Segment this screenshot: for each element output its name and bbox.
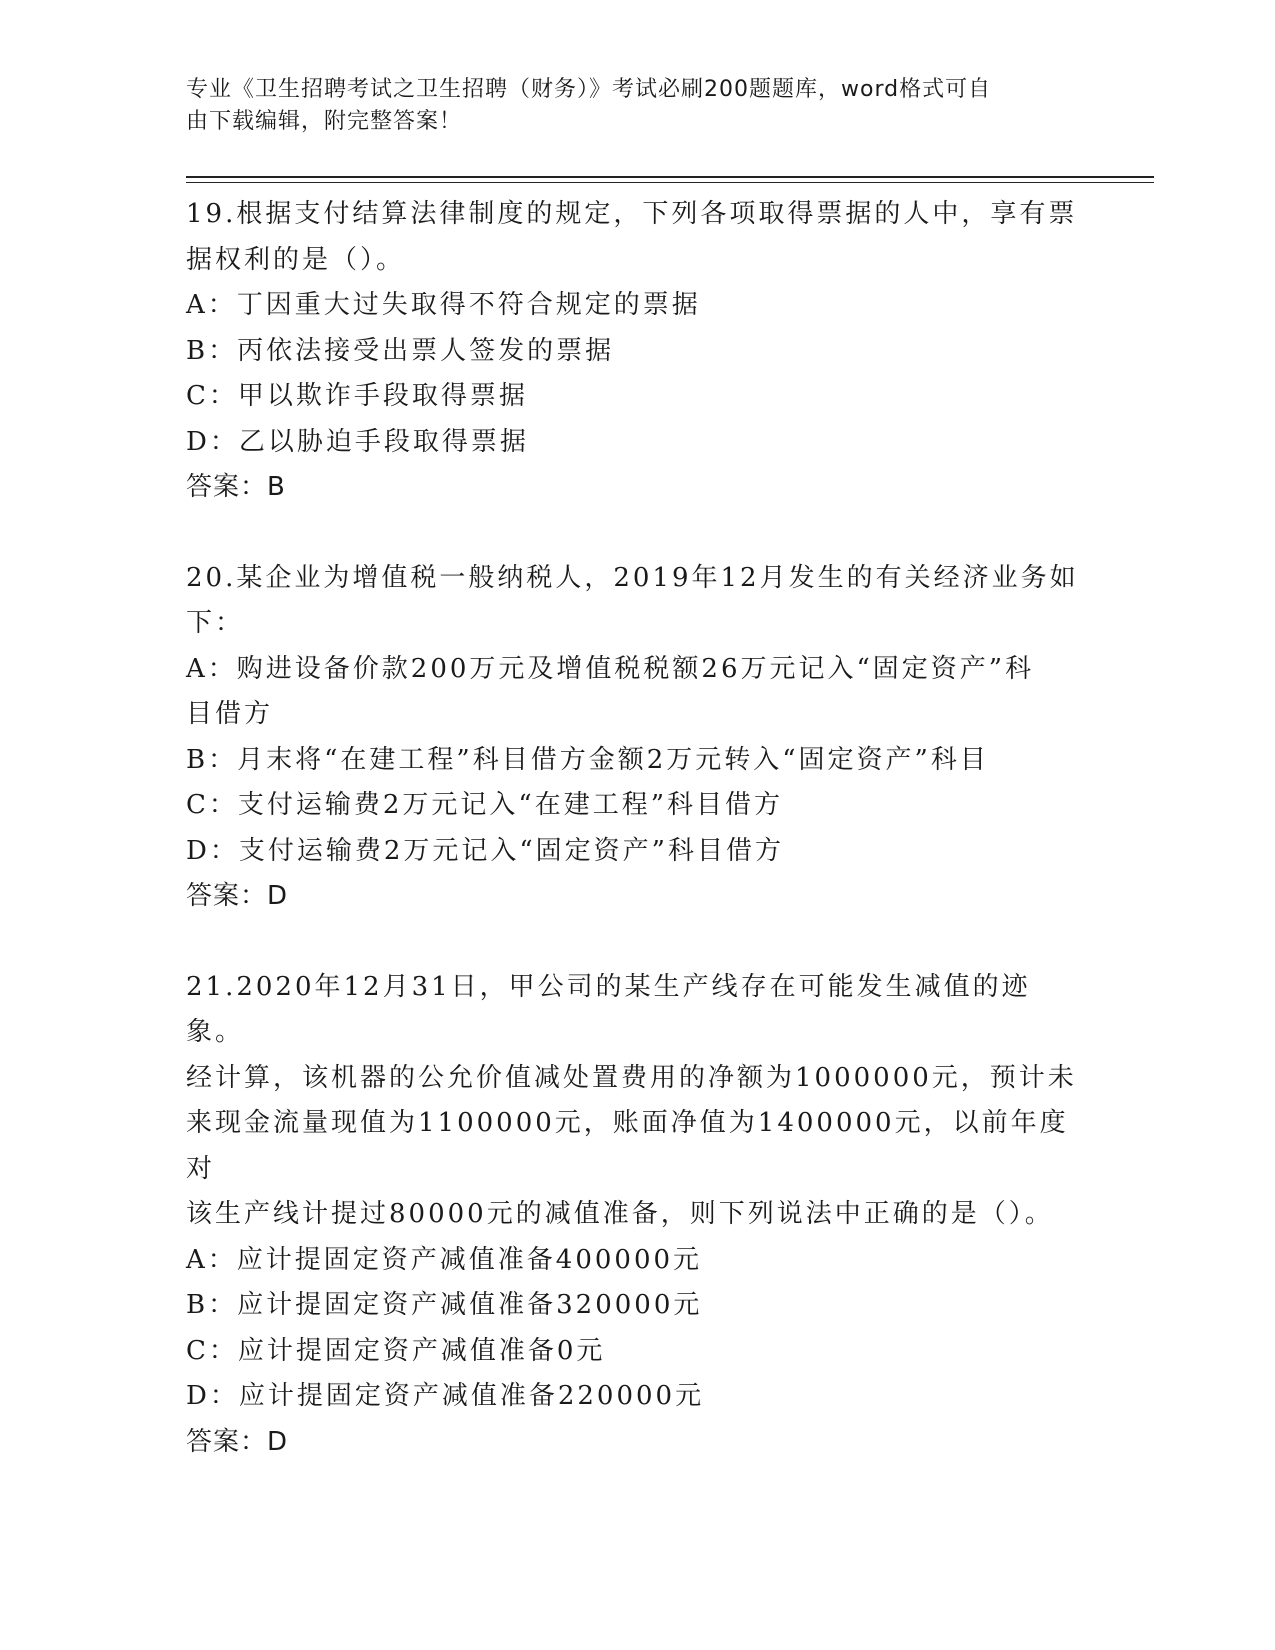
answer-text: 答案：B — [186, 472, 286, 502]
header-divider — [186, 176, 1154, 178]
option-b: B：应计提固定资产减值准备320000元 — [186, 1290, 703, 1320]
question-20 — [186, 556, 1086, 920]
answer-text: 答案：D — [186, 881, 289, 911]
option-b: B：月末将“在建工程”科目借方金额2万元转入“固定资产”科目 — [186, 744, 989, 775]
header-line: 由下载编辑，附完整答案！ — [186, 109, 463, 134]
question-19 — [186, 192, 1086, 511]
option-b: B：丙依法接受出票人签发的票据 — [186, 335, 615, 366]
question-21 — [186, 965, 1086, 1466]
option-a: A：购进设备价款200万元及增值税税额26万元记入“固定资产”科 — [186, 653, 1035, 684]
option-d: D：应计提固定资产减值准备220000元 — [186, 1381, 705, 1411]
option-a-continued: 目借方 — [186, 699, 274, 729]
answer-text: 答案：D — [186, 1426, 289, 1457]
question-list — [186, 192, 1086, 1510]
option-c: C：甲以欺诈手段取得票据 — [186, 381, 528, 411]
question-stem: 21.2020年12月31日，甲公司的某生产线存在可能发生减值的迹象。 — [186, 971, 1031, 1047]
document-header — [186, 74, 1066, 138]
question-stem: 19.根据支付结算法律制度的规定，下列各项取得票据的人中，享有票 — [186, 199, 1078, 229]
option-a: A：应计提固定资产减值准备400000元 — [186, 1244, 703, 1275]
option-c: C：支付运输费2万元记入“在建工程”科目借方 — [186, 790, 784, 820]
question-stem: 该生产线计提过80000元的减值准备，则下列说法中正确的是（）。 — [186, 1199, 1054, 1229]
question-stem: 据权利的是（）。 — [186, 244, 406, 275]
question-stem: 下： — [186, 608, 245, 638]
option-a: A：丁因重大过失取得不符合规定的票据 — [186, 290, 701, 320]
question-stem: 20.某企业为增值税一般纳税人，2019年12月发生的有关经济业务如 — [186, 562, 1079, 593]
header-line: 专业《卫生招聘考试之卫生招聘（财务）》考试必刷200题题库，word格式可自 — [186, 77, 992, 102]
header-divider-thin — [186, 182, 1154, 183]
question-stem: 经计算，该机器的公允价值减处置费用的净额为1000000元，预计未 — [186, 1062, 1077, 1093]
option-d: D：支付运输费2万元记入“固定资产”科目借方 — [186, 835, 784, 866]
question-stem: 来现金流量现值为1100000元，账面净值为1400000元，以前年度对 — [186, 1108, 1069, 1184]
option-d: D：乙以胁迫手段取得票据 — [186, 426, 529, 457]
option-c: C：应计提固定资产减值准备0元 — [186, 1335, 606, 1366]
